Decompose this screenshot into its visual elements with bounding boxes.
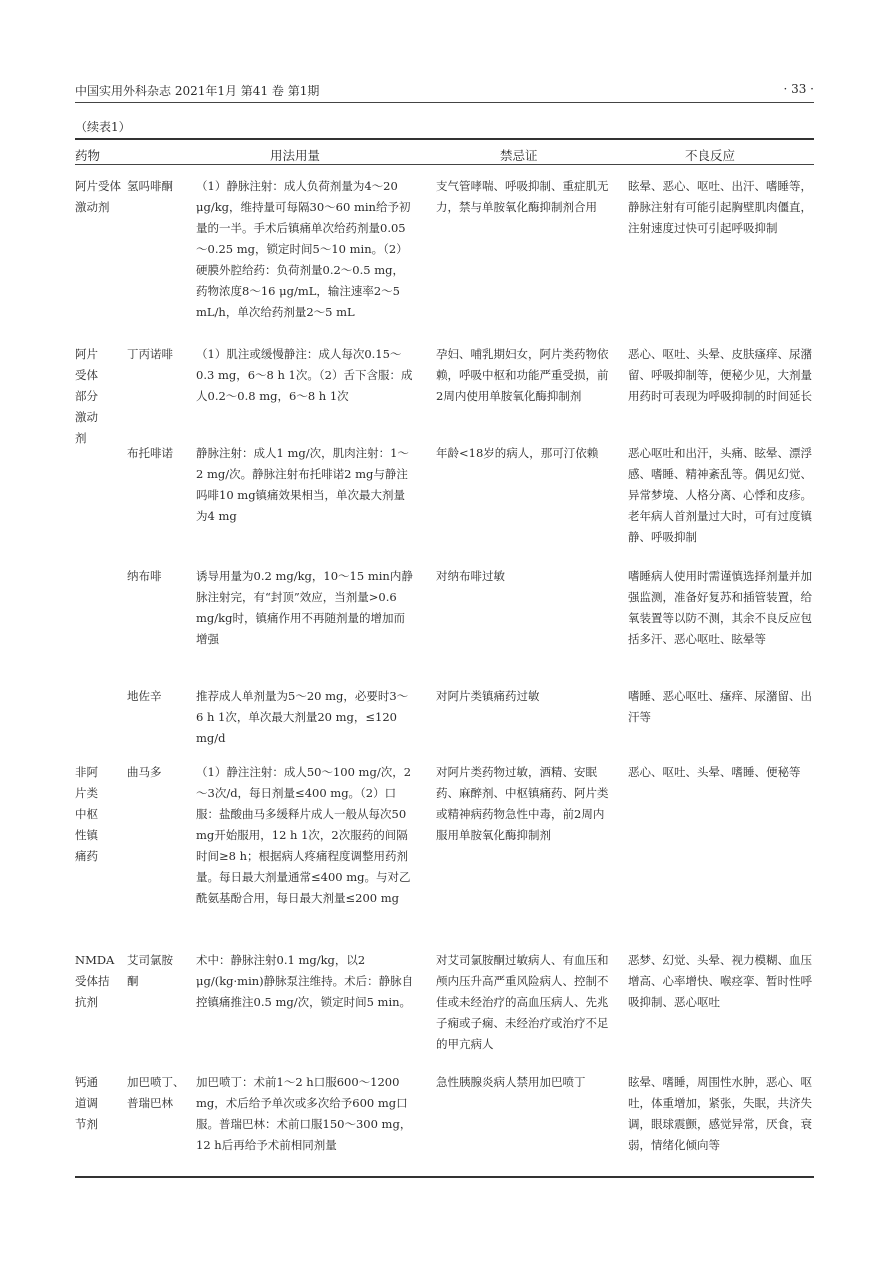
drug-dosage: 加巴喷丁：术前1～2 h口服600～1200 mg，术后给予单次或多次给予600 mg口服。普瑞巴林：术前口服150～300 mg，12 h后再给予术前相同剂量 xyxy=(196,1075,412,1152)
header-rule xyxy=(75,102,814,103)
table-header-rule xyxy=(75,164,814,165)
drug-category: 钙通道调节剂 xyxy=(75,1075,98,1131)
drug-category: NMDA受体拮抗剂 xyxy=(75,953,115,1009)
drug-name: 地佐辛 xyxy=(127,689,162,703)
drug-contraindications: 对阿片类镇痛药过敏 xyxy=(436,689,540,703)
drug-name: 加巴喷丁、普瑞巴林 xyxy=(127,1075,185,1110)
drug-dosage: 静脉注射：成人1 mg/次，肌肉注射：1～2 mg/次。静脉注射布托啡诺2 mg与静注吗啡10 mg镇痛效果相当，单次最大剂量为4 mg xyxy=(196,446,409,523)
drug-category: 阿片受体部分激动剂 xyxy=(75,347,98,445)
drug-name: 艾司氯胺酮 xyxy=(127,953,173,988)
running-header xyxy=(75,82,814,100)
drug-adverse-reactions: 恶梦、幻觉、头晕、视力模糊、血压增高、心率增快、喉痉挛、暂时性呼吸抑制、恶心呕吐 xyxy=(628,953,812,1009)
drug-name: 氢吗啡酮 xyxy=(127,179,173,193)
drug-adverse-reactions: 眩晕、恶心、呕吐、出汗、嗜睡等，静脉注射有可能引起胸壁肌肉僵直，注射速度过快可引起呼吸抑制 xyxy=(628,179,812,235)
drug-contraindications: 对纳布啡过敏 xyxy=(436,569,505,583)
header-adverse-reactions: 不良反应 xyxy=(685,148,736,163)
header-dosage: 用法用量 xyxy=(270,148,321,163)
drug-dosage: 推荐成人单剂量为5～20 mg，必要时3～6 h 1次，单次最大剂量20 mg，≤120 mg/d xyxy=(196,689,409,745)
drug-dosage: （1）静脉注射：成人负荷剂量为4～20 μg/kg，维持量可每隔30～60 min给予初量的一半。手术后镇痛单次给药剂量0.05～0.25 mg，锁定时间5～10 min。（2）硬膜外腔给药：负荷剂量0.2～0.5 mg，药物浓度8～16 μg/mL，输注速率2～5 mL/h，单次给药剂量2～5 mL xyxy=(196,179,411,319)
table-continued-label: （续表1） xyxy=(75,120,131,134)
drug-dosage: 术中：静脉注射0.1 mg/kg，以2 μg/(kg·min)静脉泵注维持。术后：静脉自控镇痛推注0.5 mg/次，锁定时间5 min。 xyxy=(196,953,414,1009)
drug-adverse-reactions: 恶心呕吐和出汗，头痛、眩晕、漂浮感、嗜睡、精神紊乱等。偶见幻觉、异常梦境、人格分离、心悸和皮疹。老年病人首剂量过大时，可有过度镇静、呼吸抑制 xyxy=(628,446,812,544)
drug-name: 纳布啡 xyxy=(127,569,162,583)
drug-contraindications: 急性胰腺炎病人禁用加巴喷丁 xyxy=(436,1075,586,1089)
drug-category: 阿片受体激动剂 xyxy=(75,179,121,214)
journal-citation: 中国实用外科杂志 2021年1月 第41 卷 第1期 xyxy=(75,84,320,98)
drug-name: 布托啡诺 xyxy=(127,446,173,460)
header-contraindications: 禁忌证 xyxy=(500,148,538,163)
table-bottom-rule xyxy=(75,1176,814,1178)
drug-name: 丁丙诺啡 xyxy=(127,347,173,361)
drug-contraindications: 对阿片类药物过敏，酒精、安眠药、麻醉剂、中枢镇痛药、阿片类或精神病药物急性中毒，前2周内服用单胺氧化酶抑制剂 xyxy=(436,765,609,842)
drug-adverse-reactions: 眩晕、嗜睡，周围性水肿，恶心、呕吐，体重增加，紧张，失眠，共济失调，眼球震颤，感觉异常，厌食，衰弱，情绪化倾向等 xyxy=(628,1075,812,1152)
drug-contraindications: 对艾司氯胺酮过敏病人、有血压和颅内压升高严重风险病人、控制不佳或未经治疗的高血压病人、先兆子痫或子痫、未经治疗或治疗不足的甲亢病人 xyxy=(436,953,609,1051)
drug-adverse-reactions: 嗜睡病人使用时需谨慎选择剂量并加强监测，准备好复苏和插管装置，给氧装置等以防不测，其余不良反应包括多汗、恶心呕吐、眩晕等 xyxy=(628,569,812,646)
drug-contraindications: 年龄<18岁的病人，那可汀依赖 xyxy=(436,446,599,460)
drug-adverse-reactions: 恶心、呕吐、头晕、皮肤瘙痒、尿潴留、呼吸抑制等，便秘少见，大剂量用药时可表现为呼吸抑制的时间延长 xyxy=(628,347,812,403)
drug-category: 非阿片类中枢性镇痛药 xyxy=(75,765,98,863)
page-number: · 33 · xyxy=(783,82,814,96)
drug-dosage: 诱导用量为0.2 mg/kg，10～15 min内静脉注射完，有“封顶”效应，当剂量>0.6 mg/kg时，镇痛作用不再随剂量的增加而增强 xyxy=(196,569,413,646)
drug-adverse-reactions: 嗜睡、恶心呕吐、瘙痒、尿潴留、出汗等 xyxy=(628,689,812,724)
drug-contraindications: 支气管哮喘、呼吸抑制、重症肌无力，禁与单胺氧化酶抑制剂合用 xyxy=(436,179,609,214)
table-top-rule xyxy=(75,138,814,140)
drug-adverse-reactions: 恶心、呕吐、头晕、嗜睡、便秘等 xyxy=(628,765,801,779)
drug-dosage: （1）肌注或缓慢静注：成人每次0.15～0.3 mg，6～8 h 1次。（2）舌下含服：成人0.2～0.8 mg，6～8 h 1次 xyxy=(196,347,413,403)
drug-contraindications: 孕妇、哺乳期妇女，阿片类药物依赖，呼吸中枢和功能严重受损，前2周内使用单胺氧化酶抑制剂 xyxy=(436,347,609,403)
drug-dosage: （1）静注注射：成人50～100 mg/次，2～3次/d，每日剂量≤400 mg。（2）口服：盐酸曲马多缓释片成人一般从每次50 mg开始服用，12 h 1次，2次服药的间隔时间≥8 h；根据病人疼痛程度调整用药剂量。每日最大剂量通常≤400 mg。与对乙酰氨基酚合用，每日最大剂量≤200 mg xyxy=(196,765,412,905)
drug-name: 曲马多 xyxy=(127,765,162,779)
header-drug: 药物 xyxy=(75,148,101,163)
